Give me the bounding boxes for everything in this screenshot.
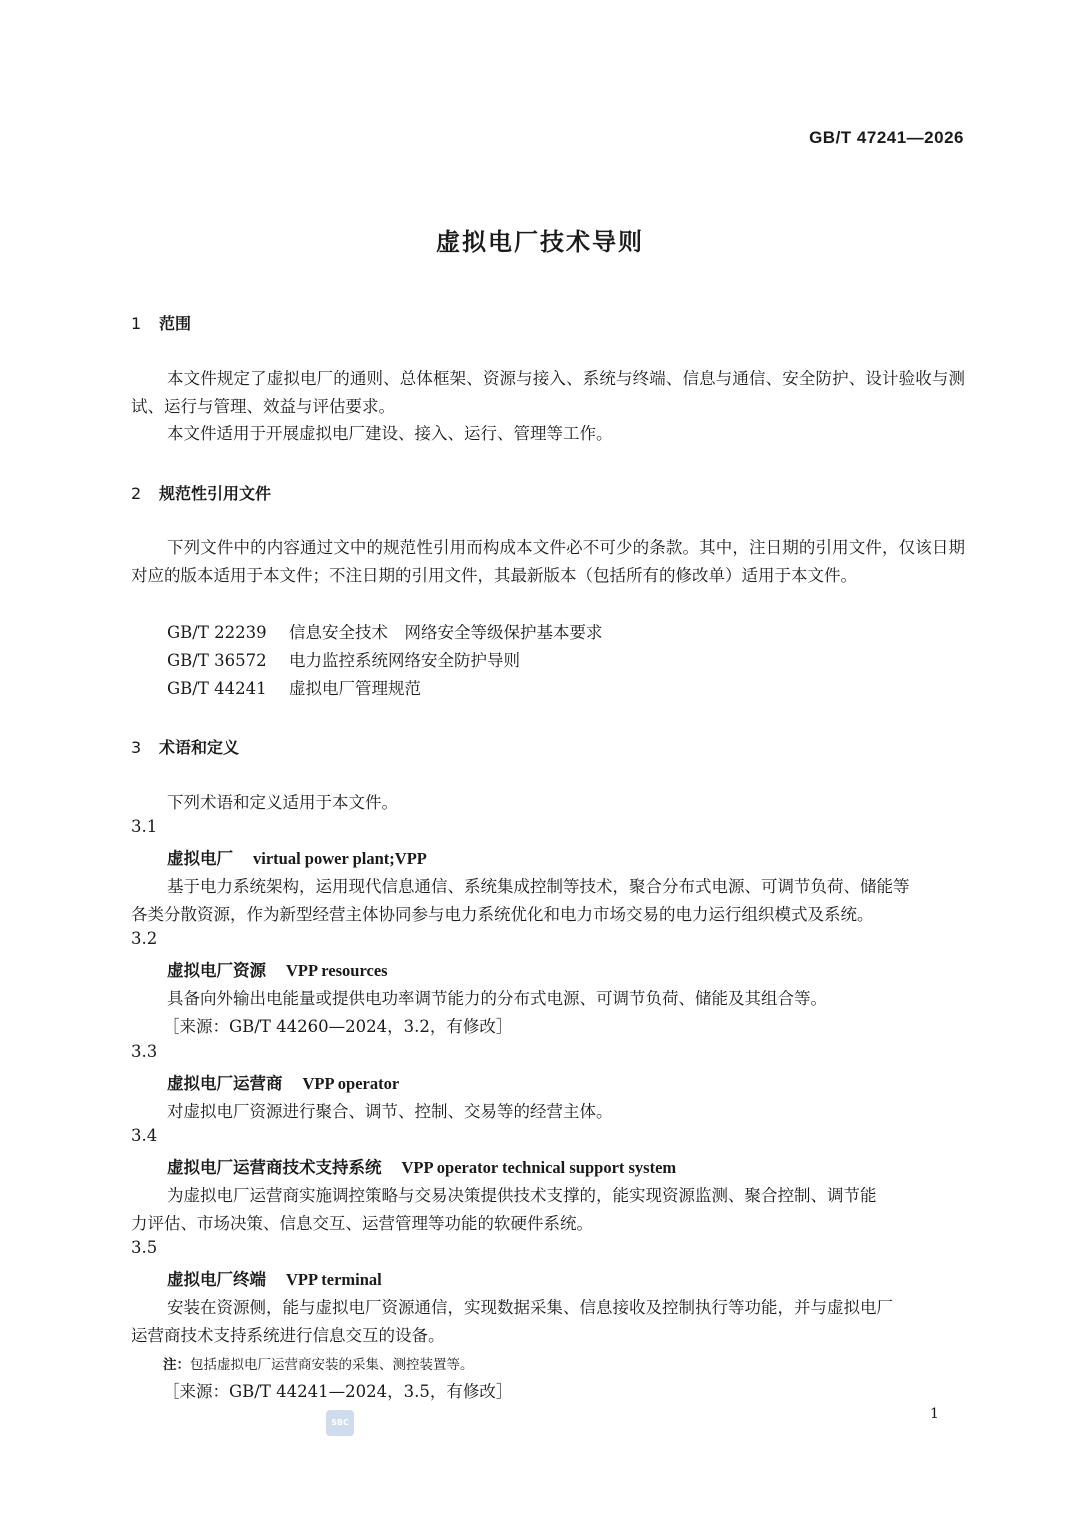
term-zh: 虚拟电厂运营商技术支持系统 [167, 1158, 382, 1177]
watermark-logo: SBC [326, 1410, 354, 1436]
section-2-title: 规范性引用文件 [159, 484, 272, 503]
section-1-number: 1 [131, 314, 142, 333]
term-heading [167, 1266, 382, 1290]
section-1-title: 范围 [159, 314, 192, 333]
term-definition-continued: 运营商技术支持系统进行信息交互的设备。 [131, 1326, 445, 1345]
term-heading [167, 1154, 676, 1178]
normative-reference [167, 619, 603, 643]
note-label: 注： [163, 1357, 190, 1373]
term-definition: 对虚拟电厂资源进行聚合、调节、控制、交易等的经营主体。 [167, 1102, 613, 1121]
reference-code: GB/T 22239 [167, 623, 267, 642]
term-heading [167, 957, 388, 981]
term-heading [167, 1070, 399, 1094]
term-definition-continued: 各类分散资源，作为新型经营主体协同参与电力系统优化和电力市场交易的电力运行组织模式及系统。 [131, 905, 874, 924]
section-1-paragraph-1: 本文件规定了虚拟电厂的通则、总体框架、资源与接入、系统与终端、信息与通信、安全防护、设计验收与测试、运行与管理、效益与评估要求。 [131, 369, 965, 416]
section-1-paragraph-2: 本文件适用于开展虚拟电厂建设、接入、运行、管理等工作。 [167, 424, 613, 443]
clause-number: 3.3 [131, 1042, 158, 1061]
term-definition: 基于电力系统架构，运用现代信息通信、系统集成控制等技术，聚合分布式电源、可调节负荷、储能等 [167, 877, 910, 896]
section-3-number: 3 [131, 738, 142, 757]
term-definition: 安装在资源侧，能与虚拟电厂资源通信，实现数据采集、信息接收及控制执行等功能，并与虚拟电厂 [167, 1298, 893, 1317]
term-zh: 虚拟电厂资源 [167, 961, 266, 980]
term-source: ［来源：GB/T 44260—2024，3.2，有修改］ [163, 1017, 513, 1036]
term-en: VPP operator technical support system [401, 1158, 677, 1177]
section-2-heading [131, 481, 271, 504]
term-note [163, 1353, 474, 1373]
term-en: VPP terminal [286, 1270, 382, 1289]
clause-number: 3.5 [131, 1238, 158, 1257]
term-heading [167, 845, 427, 869]
term-definition: 具备向外输出电能量或提供电功率调节能力的分布式电源、可调节负荷、储能及其组合等。 [167, 989, 827, 1008]
term-definition-continued: 力评估、市场决策、信息交互、运营管理等功能的软硬件系统。 [131, 1214, 593, 1233]
section-2-number: 2 [131, 484, 142, 503]
section-3-heading [131, 735, 239, 758]
clause-number: 3.1 [131, 817, 158, 836]
term-zh: 虚拟电厂 [167, 849, 233, 868]
section-3-title: 术语和定义 [159, 738, 240, 757]
document-title: 虚拟电厂技术导则 [436, 228, 644, 256]
term-zh: 虚拟电厂运营商 [167, 1074, 283, 1093]
note-text: 包括虚拟电厂运营商安装的采集、测控装置等。 [190, 1357, 474, 1373]
page-number: 1 [930, 1406, 939, 1422]
term-definition: 为虚拟电厂运营商实施调控策略与交易决策提供技术支撑的，能实现资源监测、聚合控制、调节能 [167, 1186, 877, 1205]
reference-title: 电力监控系统网络安全防护导则 [289, 651, 520, 670]
standard-code: GB/T 47241—2026 [809, 128, 964, 147]
term-zh: 虚拟电厂终端 [167, 1270, 266, 1289]
clause-number: 3.2 [131, 929, 158, 948]
reference-code: GB/T 44241 [167, 679, 267, 698]
term-en: virtual power plant;VPP [253, 849, 427, 868]
section-2-paragraph-1: 下列文件中的内容通过文中的规范性引用而构成本文件必不可少的条款。其中，注日期的引用文件，仅该日期对应的版本适用于本文件；不注日期的引用文件，其最新版本（包括所有的修改单）适用于本文件。 [131, 538, 965, 585]
normative-reference [167, 675, 421, 699]
reference-code: GB/T 36572 [167, 651, 267, 670]
term-en: VPP resources [286, 961, 388, 980]
clause-number: 3.4 [131, 1126, 158, 1145]
normative-reference [167, 647, 520, 671]
reference-title: 信息安全技术 网络安全等级保护基本要求 [289, 623, 603, 642]
term-en: VPP operator [302, 1074, 400, 1093]
reference-title: 虚拟电厂管理规范 [289, 679, 421, 698]
section-3-intro: 下列术语和定义适用于本文件。 [167, 793, 398, 812]
section-1-heading [131, 311, 191, 334]
term-source: ［来源：GB/T 44241—2024，3.5，有修改］ [163, 1382, 513, 1401]
